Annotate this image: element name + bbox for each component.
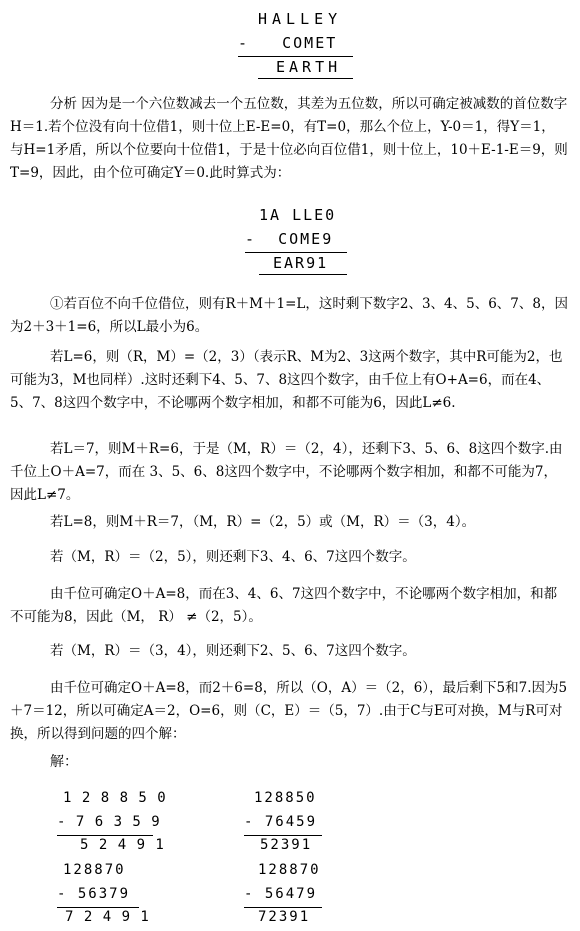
solution-1-row2: - 7 6 3 5 9 — [57, 814, 161, 830]
solution-2-row3: 52391 — [260, 837, 313, 853]
paragraph-l6: 若L=6，则（R，M）=（2，3）（表示R、M为2、3这两个数字，其中R可能为2，也可能为3，M也同样）.这时还剩下4、5、7、8这四个数字，由千位上有O+A=6，而在4、5、7、8这四个数字中，不论哪两个数字相加，和都不可能为6，因此L≠6. — [10, 349, 563, 411]
solution-3-row1: 128870 — [63, 862, 126, 878]
solution-2-divider — [244, 835, 322, 836]
solution-label: 解： — [50, 754, 78, 770]
solution-2-row2: - 76459 — [244, 814, 318, 830]
paragraph-thousands-8: 由千位可确定O＋A=8，而在3、4、6、7这四个数字中，不论哪两个数字相加，和都不可能为8，因此（M， R） ≠（2，5）。 — [10, 586, 558, 625]
partial-underline — [259, 274, 347, 275]
paragraph-l8: 若L=8，则M＋R＝7，（M，R）=（2，5）或（M，R）＝（3，4）。 — [50, 514, 476, 530]
solution-2-row1: 128850 — [254, 790, 317, 806]
solution-1-divider — [57, 835, 153, 836]
analysis-paragraph: 分析 因为是一个六位数减去一个五位数，其差为五位数，所以可确定被减数的首位数字H＝1.若个位没有向十位借1，则十位上E-E=0，有T=0，那么个位上，Y-0＝1，得Y＝1，与H=1矛盾，所以个位要向十位借1，于是十位必向百位借1，则十位上，10＋E-1-E＝9，则T=9，因此，由个位可确定Y＝0.此时算式为： — [10, 96, 568, 181]
solution-4-divider — [244, 907, 322, 908]
paragraph-final: 由千位可确定O＋A=8，而2＋6=8，所以（O，A）＝（2，6），最后剩下5和7.因为5＋7＝12，所以可确定A＝2，O=6，则（C，E）＝（5，7）.由于C与E可对换，M与R可对换，所以得到问题的四个解： — [10, 680, 568, 742]
partial-row3: EAR91 — [273, 254, 329, 272]
solution-1-row1: 1 2 8 8 5 0 — [63, 790, 167, 806]
puzzle-row3: EARTH — [276, 58, 342, 76]
solution-3-divider — [57, 907, 139, 908]
partial-row2: - COME9 — [245, 230, 334, 248]
solution-3-row3: 7 2 4 9 1 — [65, 909, 150, 925]
puzzle-underline — [258, 78, 353, 79]
solution-4-row3: 72391 — [258, 909, 311, 925]
puzzle-divider — [238, 56, 353, 57]
puzzle-row2: - COMET — [238, 34, 338, 52]
paragraph-l7: 若L＝7，则M＋R=6，于是（M，R）＝（2，4），还剩下3、5、6、8这四个数字.由千位上O＋A=7，而在 3、5、6、8这四个数字中，不论哪两个数字相加，和都不可能为7，因此L≠7。 — [10, 441, 563, 503]
paragraph-mr-25: 若（M，R）＝（2，5），则还剩下3、4、6、7这四个数字。 — [50, 549, 416, 565]
partial-divider — [245, 252, 347, 253]
solution-4-row2: - 56479 — [244, 886, 318, 902]
solution-4-row1: 128870 — [258, 862, 321, 878]
puzzle-row1: HALLEY — [258, 10, 343, 28]
paragraph-mr-34: 若（M，R）＝（3，4），则还剩下2、5、6、7这四个数字。 — [50, 643, 416, 659]
solution-3-row2: - 56379 — [57, 886, 131, 902]
solution-1-row3: 5 2 4 9 1 — [80, 837, 165, 853]
paragraph-case-borrow: ①若百位不向千位借位，则有R＋M＋1=L，这时剩下数字2、3、4、5、6、7、8，因为2＋3＋1=6，所以L最小为6。 — [10, 296, 568, 335]
partial-row1: 1A LLE0 — [259, 206, 337, 224]
